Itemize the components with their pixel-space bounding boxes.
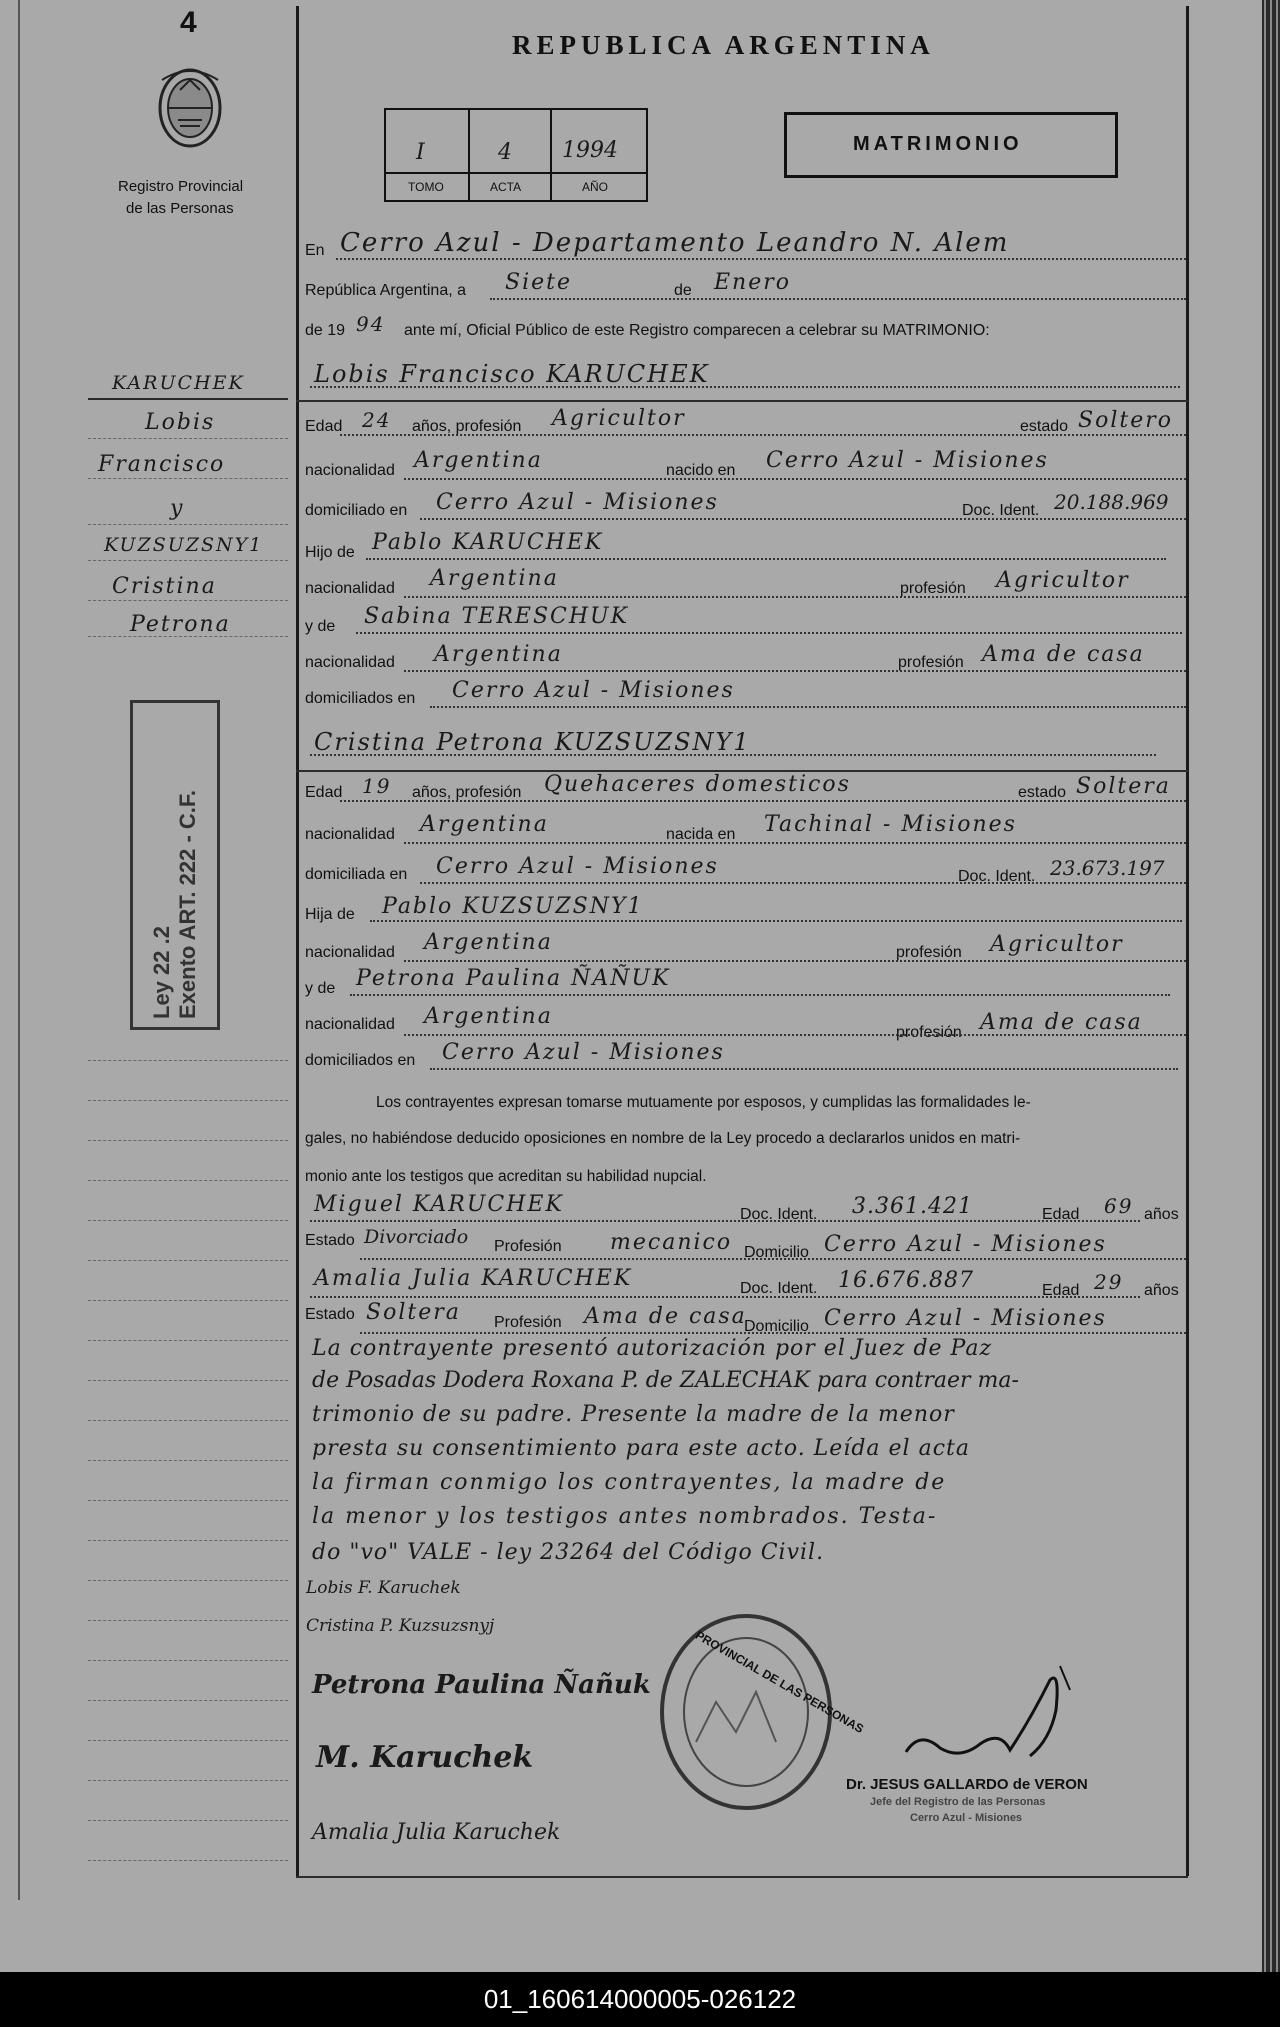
left-margin-rule: [296, 6, 299, 1876]
label-years: años: [1144, 1282, 1179, 1299]
label-years: años: [1144, 1206, 1179, 1223]
margin-rule: [88, 636, 288, 637]
witness1-profession: mecanico: [610, 1230, 733, 1255]
fill-line: [404, 670, 1186, 672]
page-edge-rule: [18, 0, 20, 1900]
margin-rule: [88, 1380, 288, 1381]
witness2-name: Amalia Julia KARUCHEK: [314, 1266, 633, 1291]
margin-and: y: [170, 496, 185, 521]
document-type-box: [784, 112, 1118, 178]
label-age: Edad: [1042, 1206, 1080, 1223]
image-id-footer: 01_160614000005-026122: [0, 1972, 1280, 2027]
margin-rule: [88, 438, 288, 439]
declaration-line1: Los contrayentes expresan tomarse mutuamente por esposos, y cumplidas las formalidades le-: [376, 1094, 1031, 1111]
margin-groom-name1: Lobis: [145, 410, 216, 435]
label-nationality: nacionalidad: [305, 654, 395, 671]
fill-line: [366, 558, 1166, 560]
label-domicile: Domicilio: [744, 1244, 809, 1261]
bride-father: Pablo KUZSUZSNY1: [382, 894, 644, 919]
acta-value: 4: [498, 140, 514, 165]
bride-full-name: Cristina Petrona KUZSUZSNY1: [314, 728, 751, 756]
margin-rule: [88, 1460, 288, 1461]
groom-birthplace: Cerro Azul - Misiones: [766, 448, 1049, 473]
groom-nationality: Argentina: [414, 448, 543, 473]
bride-mother-nationality: Argentina: [424, 1004, 553, 1029]
witness1-domicile: Cerro Azul - Misiones: [824, 1232, 1107, 1257]
fill-line: [350, 994, 1170, 996]
groom-father-profession: Agricultor: [996, 568, 1130, 593]
label-nationality: nacionalidad: [305, 580, 395, 597]
registry-name-line1: Registro Provincial: [118, 178, 244, 195]
margin-rule: [88, 1220, 288, 1221]
official-name: Dr. JESUS GALLARDO de VERON: [846, 1776, 1088, 1793]
fill-line: [490, 298, 1186, 300]
groom-mother-nationality: Argentina: [434, 642, 563, 667]
label-year-prefix: de 19: [305, 322, 346, 339]
label-profession: Profesión: [494, 1314, 562, 1331]
witness2-profession: Ama de casa: [584, 1304, 747, 1329]
bride-nationality: Argentina: [420, 812, 549, 837]
label-age: Edad: [305, 418, 343, 435]
seal-text: PROVINCIAL DE LAS PERSONAS: [693, 1628, 867, 1737]
fill-line: [430, 1068, 1178, 1070]
ano-label: AÑO: [582, 180, 609, 194]
groom-father: Pablo KARUCHEK: [372, 530, 604, 555]
label-status: estado: [1020, 418, 1069, 435]
label-and-of: y de: [305, 618, 336, 635]
margin-rule: [88, 1820, 288, 1821]
registry-name-line2: de las Personas: [126, 200, 234, 217]
marriage-month: Enero: [714, 270, 792, 295]
official-title2: Cerro Azul - Misiones: [910, 1812, 1023, 1824]
witness1-doc: 3.361.421: [852, 1194, 973, 1219]
witness1-name: Miguel KARUCHEK: [314, 1192, 564, 1217]
declaration-line3: monio ante los testigos que acreditan su habilidad nupcial.: [305, 1168, 707, 1185]
label-domiciled-in: domiciliado en: [305, 502, 408, 519]
page-number: 4: [180, 6, 197, 39]
bride-mother-profession: Ama de casa: [980, 1010, 1143, 1035]
label-parents-domiciled-in: domiciliados en: [305, 690, 416, 707]
margin-rule: [88, 1100, 288, 1101]
margin-rule: [88, 1260, 288, 1261]
margin-groom-name2: Francisco: [98, 452, 226, 477]
bride-doc: 23.673.197: [1050, 856, 1165, 880]
official-signature: [900, 1660, 1080, 1780]
margin-rule: [88, 1780, 288, 1781]
fill-line: [404, 960, 1186, 962]
margin-rule: [88, 1700, 288, 1701]
marriage-day: Siete: [505, 270, 572, 295]
fill-line: [310, 1296, 1140, 1298]
label-daughter-of: Hija de: [305, 906, 355, 923]
margin-rule: [88, 1500, 288, 1501]
margin-rule: [88, 1340, 288, 1341]
label-profession: profesión: [896, 944, 962, 961]
witness2-status: Soltera: [366, 1300, 461, 1325]
law-exemption-stamp: [130, 700, 220, 1030]
label-profession: profesión: [898, 654, 964, 671]
fill-line: [336, 258, 1186, 260]
label-parents-domiciled-in: domiciliados en: [305, 1052, 416, 1069]
fill-line: [360, 1332, 1186, 1334]
witness1-age: 69: [1104, 1194, 1134, 1218]
tomo-label: TOMO: [408, 180, 444, 194]
bride-father-nationality: Argentina: [424, 930, 553, 955]
margin-rule: [88, 524, 288, 525]
margin-rule: [88, 1060, 288, 1061]
law-stamp-text: [149, 719, 201, 1019]
document-type-title: MATRIMONIO: [853, 133, 1023, 155]
fill-line: [420, 882, 1186, 884]
label-age: Edad: [1042, 1282, 1080, 1299]
label-age: Edad: [305, 784, 343, 801]
fill-line: [404, 842, 1186, 844]
margin-bride-surname: KUZSUZSNY1: [104, 534, 264, 556]
margin-divider: [88, 398, 288, 400]
label-profession: Profesión: [494, 1238, 562, 1255]
notes-line: la menor y los testigos antes nombrados. Testa-: [312, 1504, 938, 1529]
book-edge: [1262, 0, 1280, 1972]
label-doc-ident: Doc. Ident.: [740, 1206, 818, 1223]
groom-parents-domicile: Cerro Azul - Misiones: [452, 678, 735, 703]
fill-line: [404, 596, 1186, 598]
label-years-profession: años, profesión: [412, 418, 522, 435]
fill-line: [310, 1220, 1140, 1222]
label-republic: República Argentina, a: [305, 282, 466, 299]
groom-domicile: Cerro Azul - Misiones: [436, 490, 719, 515]
margin-rule: [88, 1540, 288, 1541]
groom-mother: Sabina TERESCHUK: [364, 604, 630, 629]
bride-profession: Quehaceres domesticos: [544, 772, 851, 797]
groom-mother-profession: Ama de casa: [982, 642, 1145, 667]
bride-parents-domicile: Cerro Azul - Misiones: [442, 1040, 725, 1065]
margin-rule: [88, 1300, 288, 1301]
label-status: estado: [1018, 784, 1067, 801]
fill-line: [404, 478, 1186, 480]
margin-rule: [88, 478, 288, 479]
label-nationality: nacionalidad: [305, 944, 395, 961]
groom-profession: Agricultor: [552, 406, 686, 431]
label-profession: profesión: [896, 1024, 962, 1041]
country-title: REPUBLICA ARGENTINA: [512, 30, 935, 60]
margin-rule: [88, 1180, 288, 1181]
label-status: Estado: [305, 1232, 355, 1249]
fill-line: [360, 1258, 1186, 1260]
label-born-in: nacido en: [666, 462, 736, 479]
margin-rule: [88, 560, 288, 561]
notes-line: do "vo" VALE - ley 23264 del Código Civil.: [312, 1540, 825, 1565]
label-nationality: nacionalidad: [305, 1016, 395, 1033]
groom-doc: 20.188.969: [1054, 490, 1169, 514]
ano-value: 1994: [562, 138, 618, 163]
marriage-place: Cerro Azul - Departamento Leandro N. Alem: [340, 228, 1010, 258]
label-doc-ident: Doc. Ident.: [958, 868, 1036, 885]
groom-father-nationality: Argentina: [430, 566, 559, 591]
label-en: En: [305, 242, 325, 259]
law-stamp-line1: Ley 22 .2: [149, 926, 174, 1019]
witness2-age: 29: [1094, 1270, 1124, 1294]
label-son-of: Hijo de: [305, 544, 355, 561]
margin-rule: [88, 1740, 288, 1741]
witness1-status: Divorciado: [364, 1226, 469, 1248]
margin-rule: [88, 600, 288, 601]
signature-groom: Lobis F. Karuchek: [306, 1578, 461, 1598]
label-domiciled-in: domiciliada en: [305, 866, 408, 883]
label-status: Estado: [305, 1306, 355, 1323]
fill-line: [340, 800, 1186, 802]
fill-line: [430, 706, 1186, 708]
notes-line: la firman conmigo los contrayentes, la madre de: [312, 1470, 947, 1495]
fill-line: [340, 434, 1186, 436]
section-rule: [296, 400, 1188, 402]
right-margin-rule: [1186, 6, 1189, 1876]
label-nationality: nacionalidad: [305, 462, 395, 479]
groom-status: Soltero: [1078, 408, 1173, 433]
margin-rule: [88, 1420, 288, 1421]
bride-domicile: Cerro Azul - Misiones: [436, 854, 719, 879]
groom-full-name: Lobis Francisco KARUCHEK: [314, 360, 710, 388]
bride-mother: Petrona Paulina ÑAÑUK: [356, 966, 671, 991]
fill-line: [370, 920, 1182, 922]
bride-father-profession: Agricultor: [990, 932, 1124, 957]
fill-line: [420, 518, 1186, 520]
signature-bride: Cristina P. Kuzsuzsnyj: [306, 1616, 495, 1636]
margin-bride-name1: Cristina: [112, 574, 217, 599]
official-seal: [656, 1612, 836, 1812]
notes-line: trimonio de su padre. Presente la madre de la menor: [312, 1402, 955, 1427]
bottom-rule: [296, 1876, 1188, 1878]
tomo-value: I: [416, 140, 427, 165]
label-doc-ident: Doc. Ident.: [962, 502, 1040, 519]
label-born-in: nacida en: [666, 826, 736, 843]
label-and-of: y de: [305, 980, 336, 997]
notes-line: de Posadas Dodera Roxana P. de ZALECHAK para contraer ma-: [312, 1368, 1019, 1393]
margin-rule: [88, 1620, 288, 1621]
label-nationality: nacionalidad: [305, 826, 395, 843]
label-de: de: [674, 282, 692, 299]
fill-line: [310, 754, 1156, 756]
marriage-year-suffix: 94: [356, 312, 386, 336]
label-years-profession: años, profesión: [412, 784, 522, 801]
fill-line: [404, 1034, 1186, 1036]
notes-line: presta su consentimiento para este acto. Leída el acta: [312, 1436, 970, 1461]
witness2-doc: 16.676.887: [838, 1268, 974, 1293]
tomo-acta-ano-box: [384, 108, 648, 202]
label-domicile: Domicilio: [744, 1318, 809, 1335]
coat-of-arms-emblem: [150, 60, 230, 160]
bride-status: Soltera: [1076, 774, 1171, 799]
margin-rule: [88, 1140, 288, 1141]
margin-rule: [88, 1660, 288, 1661]
notes-line: La contrayente presentó autorización por el Juez de Paz: [312, 1336, 993, 1361]
signature-witness2: Amalia Julia Karuchek: [312, 1820, 561, 1845]
acta-label: ACTA: [490, 180, 522, 194]
fill-line: [356, 632, 1182, 634]
margin-groom-surname: KARUCHEK: [112, 372, 245, 394]
margin-rule: [88, 1860, 288, 1861]
bride-birthplace: Tachinal - Misiones: [764, 812, 1017, 837]
declaration-line2: gales, no habiéndose deducido oposiciones en nombre de la Ley procedo a declararlos unidos en matri-: [305, 1130, 1021, 1147]
label-doc-ident: Doc. Ident.: [740, 1280, 818, 1297]
signature-witness1: M. Karuchek: [316, 1740, 534, 1775]
signature-bride-mother: Petrona Paulina Ñañuk: [312, 1670, 651, 1700]
groom-age: 24: [362, 408, 392, 432]
margin-rule: [88, 1580, 288, 1581]
bride-age: 19: [362, 774, 392, 798]
official-title1: Jefe del Registro de las Personas: [870, 1796, 1046, 1808]
intro-statement: ante mí, Oficial Público de este Registro comparecen a celebrar su MATRIMONIO:: [404, 322, 990, 339]
label-profession: profesión: [900, 580, 966, 597]
witness2-domicile: Cerro Azul - Misiones: [824, 1306, 1107, 1331]
margin-bride-name2: Petrona: [130, 612, 231, 637]
law-stamp-line2: Exento ART. 222 - C.F.: [175, 789, 200, 1019]
fill-line: [310, 386, 1180, 388]
